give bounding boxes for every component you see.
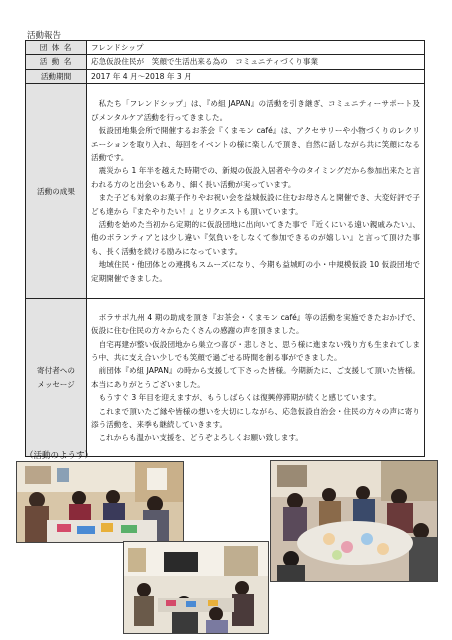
results-paragraph: 私たち「フレンドシップ」は、『め組 JAPAN』の活動を引き継ぎ、コミュニティーサポート及びメンタルケア活動を行ってきました。 bbox=[91, 99, 420, 122]
report-table bbox=[25, 40, 425, 457]
gathering-photo-image bbox=[124, 542, 268, 633]
message-paragraph: これまで頂いたご縁や皆様の想いを大切にしながら、応急仮設自治会・住民の方々の声に寄り添う活動を、来季も継続していきます。 bbox=[91, 406, 420, 429]
activity-photo-party bbox=[270, 460, 438, 582]
value-period: 2017 年 4 月～2018 年 3 月 bbox=[87, 69, 425, 83]
message-paragraph: 前団体『め組 JAPAN』の時から支援して下さった皆様。今期新たに、ご支援して頂いた皆様。本当にありがとうございました。 bbox=[91, 366, 420, 389]
label-activity-name: 活 動 名 bbox=[26, 55, 87, 69]
results-paragraph: また子ども対象のお菓子作りやお祝い会を益城仮設に住むお母さんと開催でき、大変好評で子ども達から『またやりたい！』とリクエストも頂いています。 bbox=[91, 193, 420, 216]
row-message bbox=[26, 299, 425, 457]
results-paragraph: 活動を始めた当初から定期的に仮設団地に出向いてきた事で『近くにいる遠い親戚みたい』、他のボランティアとは少し違い『気負いをしなくて参加できるのが嬉しい』と言って頂けた事も、長く活動を続ける励みになっています。 bbox=[91, 220, 420, 256]
results-paragraph: 仮設団地集会所で開催するお茶会『くまモン café』は、アクセサリーや小物づくりのレクリエーションを取り入れ、毎回をイベントの様に楽しんで頂き、自然に話しながら共に笑顔になる活動です。 bbox=[91, 126, 420, 162]
label-message bbox=[26, 299, 87, 457]
message-paragraph: これからも温かい支援を、どうぞよろしくお願い致します。 bbox=[98, 433, 304, 443]
results-paragraph: 震災から 1 年半を越えた時期での、新規の仮設入居者や今のタイミングだから参加出来たと言われる方のと出会いもあり、細く長い活動が実っています。 bbox=[91, 166, 420, 189]
results-paragraph: 地域住民・他団体との連携もスムーズになり、今期も益城町の小・中規模仮設 10 仮設団地で定期開催できました。 bbox=[91, 260, 420, 283]
value-activity-name: 応急仮設住民が 笑顔で生活出来る為の コミュニティづくり事業 bbox=[87, 55, 425, 69]
label-message-line1: 寄付者への bbox=[37, 366, 75, 376]
photos-heading: （活動のようす） bbox=[25, 451, 94, 461]
activity-photo-gathering bbox=[123, 541, 269, 634]
page-heading: 活動報告 bbox=[27, 31, 62, 41]
crafts-photo-image bbox=[17, 462, 183, 542]
label-period: 活動期間 bbox=[26, 69, 87, 83]
row-group-name bbox=[26, 41, 425, 55]
message-body bbox=[87, 299, 425, 457]
message-paragraph: ボラサポ九州 4 期の助成を頂き『お茶会・くまモン café』等の活動を実施できたおかげで、仮設に住む住民の方々からたくさんの感謝の声を頂きました。 bbox=[91, 312, 420, 336]
results-body bbox=[87, 84, 425, 299]
message-paragraph: 自宅再建が整い仮設団地から巣立つ喜び・悲しさと、思う様に進まない残り方も生まれてしまう中、共に支え合い少しでも笑顔で過ごせる時間を創る事ができました。 bbox=[91, 339, 420, 362]
value-group-name: フレンドシップ bbox=[87, 41, 425, 55]
label-group-name: 団 体 名 bbox=[26, 41, 87, 55]
party-photo-image bbox=[271, 461, 437, 581]
message-paragraph: もうすぐ 3 年目を迎えますが、もうしばらくは復興停滞期が続くと感じています。 bbox=[98, 393, 382, 403]
activity-photo-crafts bbox=[16, 461, 184, 543]
row-activity-name bbox=[26, 55, 425, 69]
label-results: 活動の成果 bbox=[26, 84, 87, 299]
label-message-line2: メッセージ bbox=[37, 379, 75, 389]
row-period bbox=[26, 69, 425, 83]
row-results bbox=[26, 84, 425, 299]
